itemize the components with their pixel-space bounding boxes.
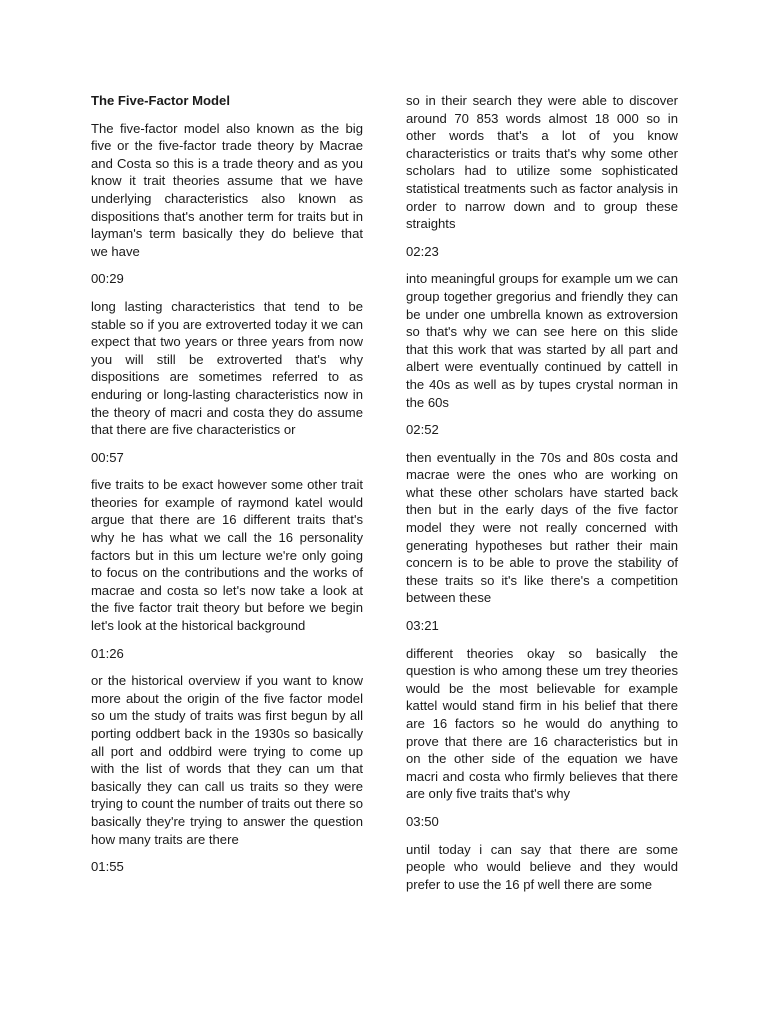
right-column <box>406 92 678 903</box>
transcript-paragraph: different theories okay so basically the question is who among these um trey theories would be the most believable for example kattel would stand firm in his belief that there are 16 factors so he would do anything to prove that there are 16 characteristics but in on the other side of the equation we have macri and costa who firmly believes that there are only five traits that's why <box>406 645 678 802</box>
transcript-paragraph: so in their search they were able to discover around 70 853 words almost 18 000 so in other words that's a lot of you know characteristics or traits that's why some other scholars had to utilize some sophisticated statistical treatments such as factor analysis in order to narrow down and to group these straights <box>406 93 678 232</box>
timestamp: 03:50 <box>406 813 439 829</box>
timestamp: 01:55 <box>91 859 124 875</box>
timestamp: 03:21 <box>406 618 439 634</box>
timestamp: 02:52 <box>406 422 439 438</box>
transcript-paragraph: or the historical overview if you want to know more about the origin of the five factor model so um the study of traits was first begun by all porting oddbert back in the 1930s so basically all port and oddbird were trying to come up with the list of words that they can um that basically they can call us traits so they were trying to count the number of traits out there so basically they're trying to answer the question how many traits are there <box>91 673 363 847</box>
transcript-paragraph: then eventually in the 70s and 80s costa and macrae were the ones who are working on what these other scholars have started back then but in the early days of the five factor model they were not really concerned with generating hypotheses but rather their main concern is to be able to prove the stability of these traits so it's like there's a competition between these <box>406 449 678 606</box>
transcript-paragraph: into meaningful groups for example um we can group together gregorius and friendly they can be under one umbrella known as extroversion so that's why we can see here on this slide that this work that was started by all part and albert were eventually continued by cattell in the 40s as well as by tupes crystal norman in the 60s <box>406 271 678 410</box>
transcript-paragraph: The five-factor model also known as the big five or the five-factor trade theory by Macrae and Costa so this is a trade theory and as you know it trait theories assume that we have underlying characteristics also known as dispositions that's another term for traits but in layman's term basically they do believe that we have <box>91 120 363 259</box>
transcript-paragraph: long lasting characteristics that tend to be stable so if you are extroverted today it we can expect that two years or three years from now you will still be extroverted that's why dispositions are sometimes referred to as enduring or long-lasting characteristics now in the theory of macri and costa they do assume that there are five characteristics or <box>91 298 363 438</box>
timestamp: 00:57 <box>91 449 124 465</box>
document-title: The Five-Factor Model <box>91 93 230 108</box>
left-column <box>91 92 363 886</box>
timestamp: 02:23 <box>406 243 439 259</box>
timestamp: 00:29 <box>91 271 124 287</box>
transcript-paragraph: five traits to be exact however some other trait theories for example of raymond katel would argue that there are 16 different traits that's why he has what we call the 16 personality factors but in this um lecture we're only going to focus on the contributions and the works of macrae and costa so let's now take a look at the five factor trait theory but before we begin let's look at the historical background <box>91 477 363 634</box>
timestamp: 01:26 <box>91 645 124 661</box>
transcript-paragraph: until today i can say that there are some people who would believe and they would prefer to use the 16 pf well there are some <box>406 841 678 892</box>
